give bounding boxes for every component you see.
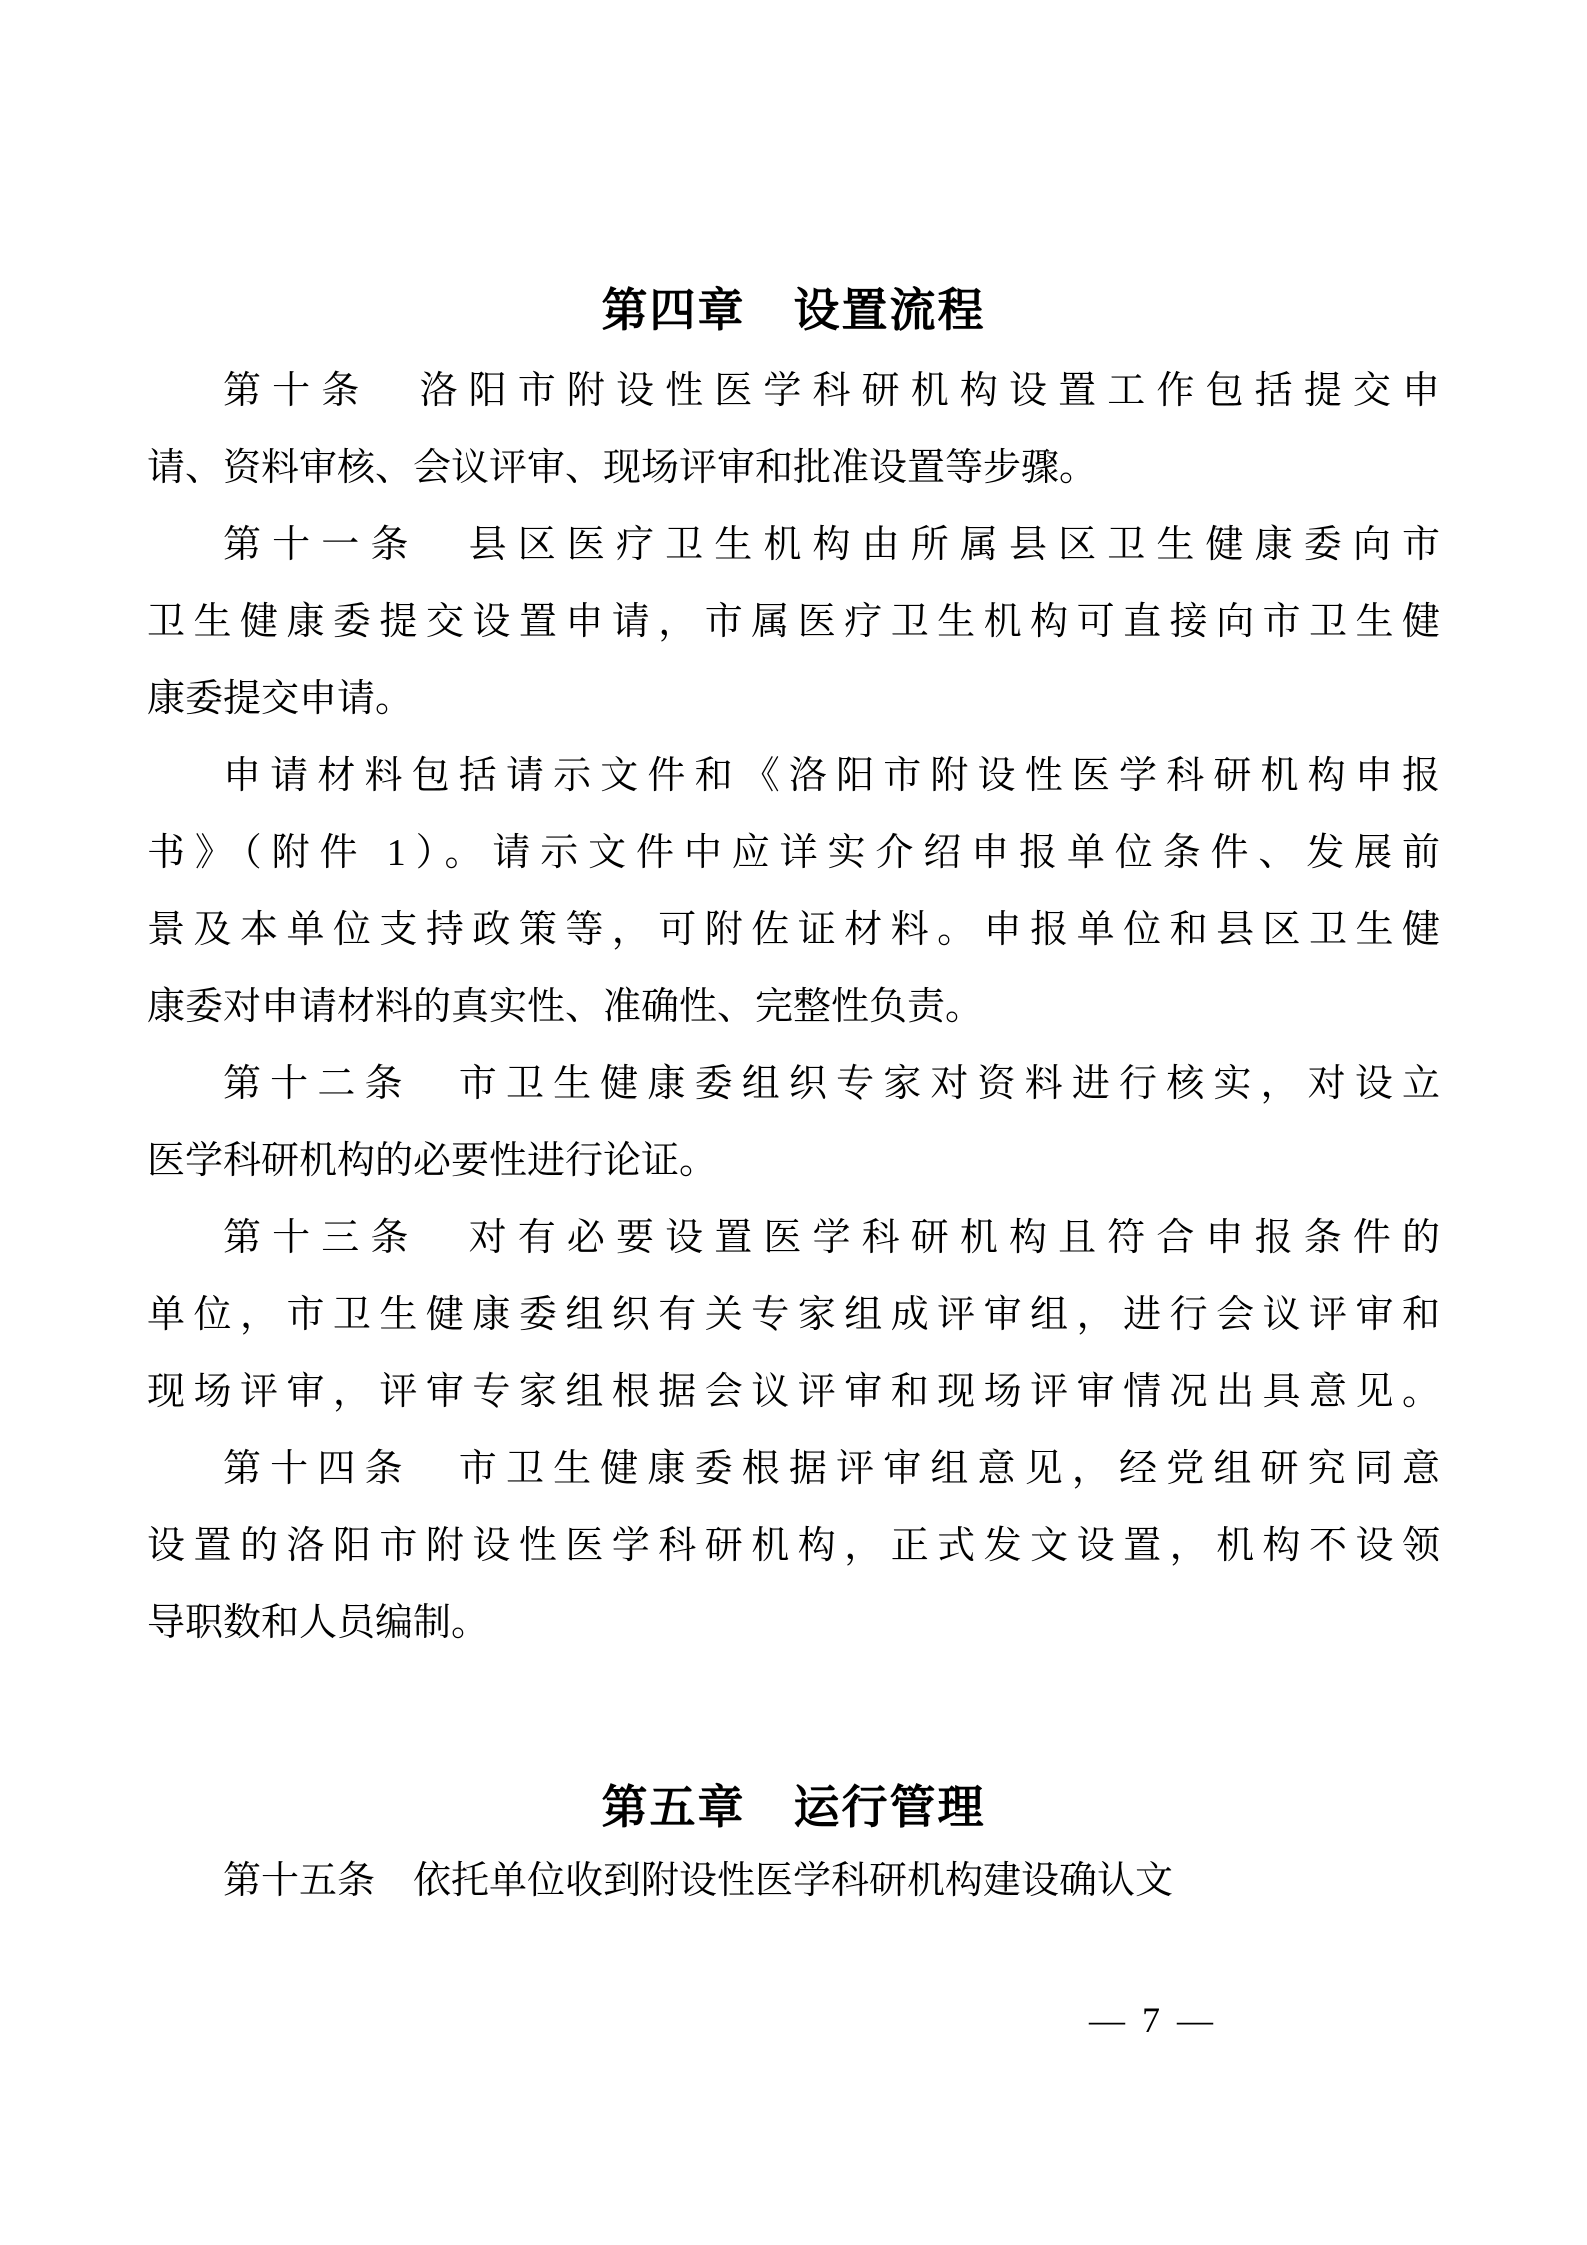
chapter-5-body	[147, 1843, 1440, 1920]
text-line: 第十一条 县区医疗卫生机构由所属县区卫生健康委向市	[223, 524, 1440, 566]
text-line: 申请材料包括请示文件和《洛阳市附设性医学科研机构申报	[223, 755, 1440, 797]
text-line: 卫生健康委提交设置申请，市属医疗卫生机构可直接向市卫生健	[147, 601, 1440, 643]
text-line: 医学科研机构的必要性进行论证。	[147, 1140, 718, 1182]
text-line: 设置的洛阳市附设性医学科研机构，正式发文设置，机构不设领	[147, 1525, 1440, 1567]
text-line: 单位，市卫生健康委组织有关专家组成评审组，进行会议评审和	[147, 1294, 1440, 1336]
text-line: 第十三条 对有必要设置医学科研机构且符合申报条件的	[223, 1217, 1440, 1259]
text-line: 请、资料审核、会议评审、现场评审和批准设置等步骤。	[147, 447, 1098, 489]
chapter-4-heading: 第四章 设置流程	[601, 284, 986, 336]
text-line: 第十四条 市卫生健康委根据评审组意见，经党组研究同意	[223, 1448, 1440, 1490]
text-line: 导职数和人员编制。	[147, 1602, 490, 1644]
text-line: 书》（附件 1）。请示文件中应详实介绍申报单位条件、发展前	[147, 832, 1440, 874]
chapter-4-body	[147, 353, 1440, 1662]
text-line: 第十五条 依托单位收到附设性医学科研机构建设确认文	[223, 1860, 1174, 1902]
text-line: 第十二条 市卫生健康委组织专家对资料进行核实，对设立	[223, 1063, 1440, 1105]
chapter-5-heading: 第五章 运行管理	[601, 1781, 986, 1833]
text-line: 康委对申请材料的真实性、准确性、完整性负责。	[147, 986, 984, 1028]
text-line: 现场评审，评审专家组根据会议评审和现场评审情况出具意见。	[147, 1371, 1440, 1413]
page-number: — 7 —	[1089, 2000, 1217, 2040]
text-line: 景及本单位支持政策等，可附佐证材料。申报单位和县区卫生健	[147, 909, 1440, 951]
text-line: 康委提交申请。	[147, 678, 414, 720]
text-line: 第十条 洛阳市附设性医学科研机构设置工作包括提交申	[223, 370, 1440, 412]
